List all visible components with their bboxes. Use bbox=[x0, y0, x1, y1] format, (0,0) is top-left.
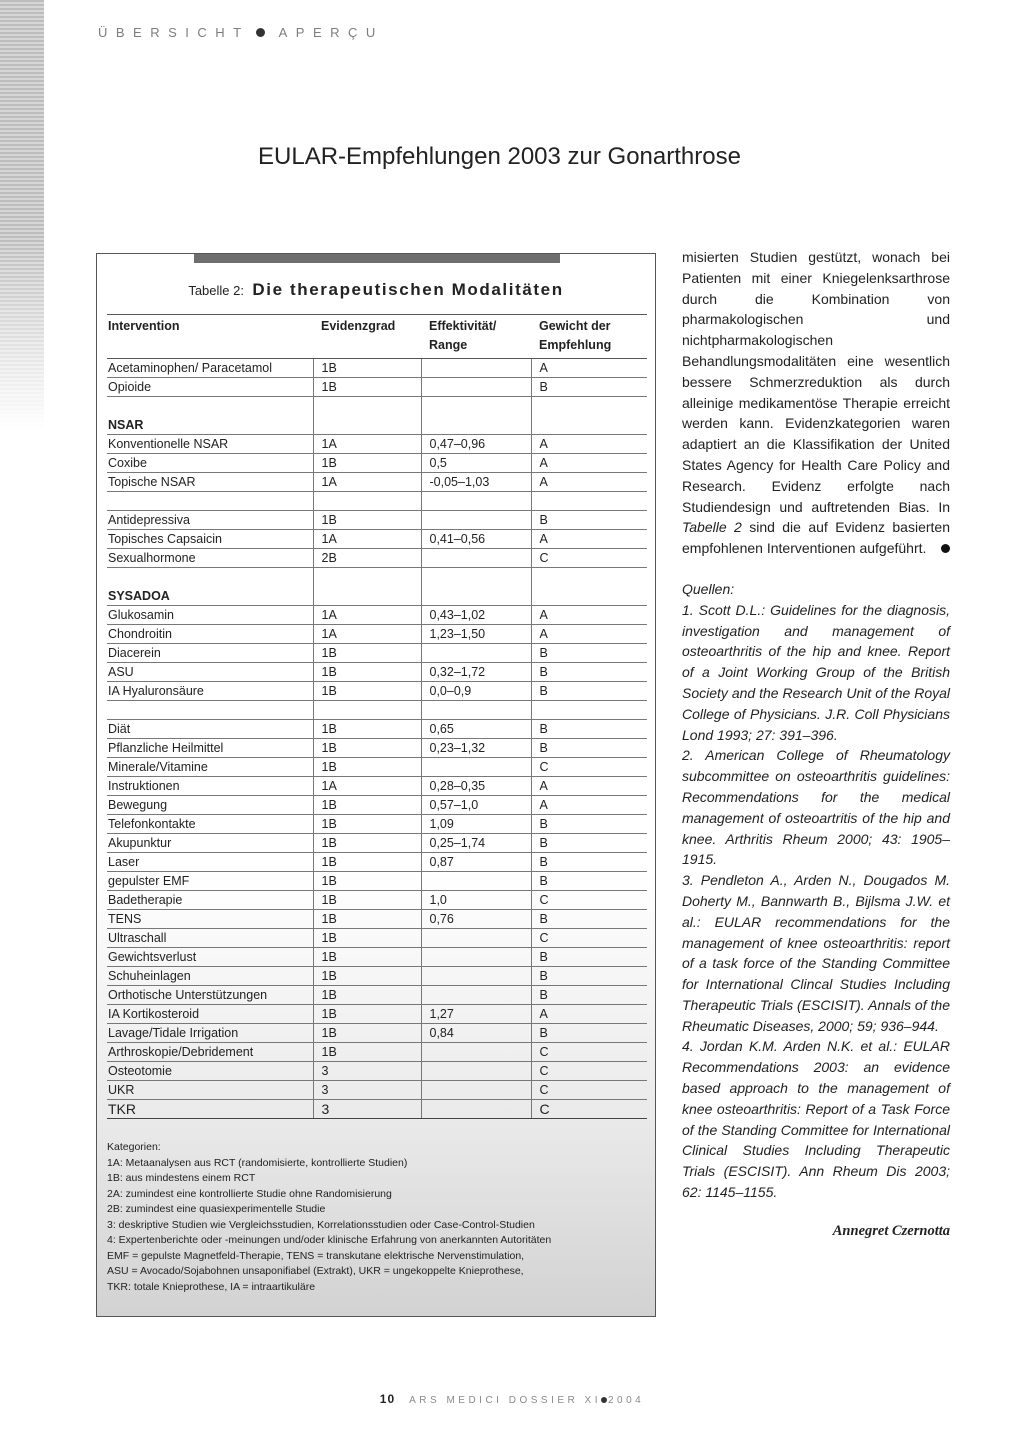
cell-evidence-grade: 1B bbox=[313, 1043, 421, 1062]
table-spacer-row bbox=[107, 701, 647, 720]
table-row bbox=[107, 777, 647, 796]
table-row bbox=[107, 910, 647, 929]
table-row bbox=[107, 1005, 647, 1024]
cell-intervention: Ultraschall bbox=[107, 929, 313, 948]
cell-effectiveness bbox=[421, 1062, 531, 1081]
cell-recommendation-weight: A bbox=[531, 435, 647, 454]
table-row bbox=[107, 663, 647, 682]
source-reference: 2. American College of Rheumatology subcommittee on osteoarthritis guidelines: Recommendations for the medical management of osteoartritis of the hip and knee. Arthritis Rheum 2000; 43: 1905–1915. bbox=[682, 747, 950, 868]
bullet-icon bbox=[256, 28, 265, 37]
running-head-left: ÜBERSICHT bbox=[98, 25, 250, 40]
cell-recommendation-weight: A bbox=[531, 606, 647, 625]
cell-evidence-grade: 1A bbox=[313, 435, 421, 454]
cell-intervention: Badetherapie bbox=[107, 891, 313, 910]
cell-recommendation-weight: B bbox=[531, 720, 647, 739]
header-intervention: Intervention bbox=[107, 315, 313, 359]
table-row bbox=[107, 454, 647, 473]
cell-intervention: Opioide bbox=[107, 378, 313, 397]
table-caption bbox=[97, 280, 655, 300]
table-row bbox=[107, 796, 647, 815]
cell-recommendation-weight: C bbox=[531, 1100, 647, 1119]
table-row bbox=[107, 1081, 647, 1100]
cell-intervention: Sexualhormone bbox=[107, 549, 313, 568]
cell-evidence-grade: 1B bbox=[313, 682, 421, 701]
cell-effectiveness bbox=[421, 872, 531, 891]
table-row bbox=[107, 511, 647, 530]
table-row bbox=[107, 948, 647, 967]
cell-evidence-grade: 3 bbox=[313, 1062, 421, 1081]
empty-cell bbox=[531, 492, 647, 511]
cell-intervention: TENS bbox=[107, 910, 313, 929]
cell-evidence-grade: 1B bbox=[313, 758, 421, 777]
cell-intervention: Acetaminophen/ Paracetamol bbox=[107, 359, 313, 378]
cell-effectiveness: 1,23–1,50 bbox=[421, 625, 531, 644]
cell-recommendation-weight: A bbox=[531, 530, 647, 549]
footnote-line: ASU = Avocado/Sojabohnen unsaponifiabel (Extrakt), UKR = ungekoppelte Knieprothese, bbox=[107, 1265, 524, 1277]
running-head-right: APERÇU bbox=[278, 25, 384, 40]
header-effectiveness: Effektivität/ Range bbox=[421, 315, 531, 359]
cell-evidence-grade: 1A bbox=[313, 625, 421, 644]
cell-effectiveness: 0,65 bbox=[421, 720, 531, 739]
cell-intervention: Konventionelle NSAR bbox=[107, 435, 313, 454]
empty-cell bbox=[313, 701, 421, 720]
cell-effectiveness: 0,32–1,72 bbox=[421, 663, 531, 682]
table-top-bar bbox=[194, 254, 560, 263]
cell-evidence-grade: 1B bbox=[313, 663, 421, 682]
table-row bbox=[107, 720, 647, 739]
cell-evidence-grade: 1B bbox=[313, 739, 421, 758]
journal-year: 2004 bbox=[607, 1395, 645, 1406]
cell-intervention: Glukosamin bbox=[107, 606, 313, 625]
cell-evidence-grade: 1B bbox=[313, 872, 421, 891]
table-row bbox=[107, 929, 647, 948]
sources-label: Quellen: bbox=[682, 580, 735, 597]
cell-effectiveness bbox=[421, 986, 531, 1005]
cell-effectiveness bbox=[421, 948, 531, 967]
page-number: 10 bbox=[379, 1392, 396, 1406]
cell-recommendation-weight: B bbox=[531, 967, 647, 986]
cell-effectiveness bbox=[421, 1081, 531, 1100]
cell-evidence-grade: 1B bbox=[313, 815, 421, 834]
modalities-table bbox=[107, 314, 647, 1119]
cell-intervention: IA Kortikosteroid bbox=[107, 1005, 313, 1024]
cell-intervention: Telefonkontakte bbox=[107, 815, 313, 834]
cell-recommendation-weight: B bbox=[531, 948, 647, 967]
empty-cell bbox=[107, 492, 313, 511]
cell-recommendation-weight: B bbox=[531, 739, 647, 758]
header-evidence-grade: Evidenzgrad bbox=[313, 315, 421, 359]
running-head bbox=[98, 25, 384, 40]
cell-evidence-grade: 1B bbox=[313, 986, 421, 1005]
cell-intervention: Laser bbox=[107, 853, 313, 872]
cell-effectiveness bbox=[421, 929, 531, 948]
cell-evidence-grade: 1A bbox=[313, 777, 421, 796]
cell-effectiveness: 0,57–1,0 bbox=[421, 796, 531, 815]
cell-intervention: gepulster EMF bbox=[107, 872, 313, 891]
empty-cell bbox=[421, 701, 531, 720]
cell-evidence-grade: 1B bbox=[313, 378, 421, 397]
page-title: EULAR-Empfehlungen 2003 zur Gonarthrose bbox=[258, 143, 741, 170]
table-row bbox=[107, 853, 647, 872]
cell-intervention: TKR bbox=[107, 1100, 313, 1119]
table-row bbox=[107, 1024, 647, 1043]
source-reference: 3. Pendleton A., Arden N., Dougados M. Doherty M., Bannwarth B., Bijlsma J.W. et al.: EULAR recommendations for the management of knee osteoarthritis: report of a task force of the Standing Committee for International Clincal Studies Including Therapeutic Trials (ESCISIT). Annals of the Rheumatic Diseases, 2000; 59; 936–944. bbox=[682, 872, 950, 1034]
cell-evidence-grade: 3 bbox=[313, 1100, 421, 1119]
empty-cell bbox=[421, 568, 531, 606]
end-mark-icon bbox=[941, 544, 950, 553]
cell-recommendation-weight: A bbox=[531, 454, 647, 473]
table-caption-title: Die therapeutischen Modalitäten bbox=[252, 280, 564, 299]
cell-effectiveness: 0,23–1,32 bbox=[421, 739, 531, 758]
cell-evidence-grade: 1B bbox=[313, 948, 421, 967]
footer-bullet-icon bbox=[601, 1397, 607, 1403]
table-row bbox=[107, 815, 647, 834]
article-text bbox=[682, 247, 950, 1242]
table-row bbox=[107, 625, 647, 644]
cell-intervention: Topische NSAR bbox=[107, 473, 313, 492]
table-row bbox=[107, 739, 647, 758]
cell-intervention: Gewichtsverlust bbox=[107, 948, 313, 967]
table-row bbox=[107, 758, 647, 777]
footnote-line: 2A: zumindest eine kontrollierte Studie ohne Randomisierung bbox=[107, 1187, 392, 1200]
cell-effectiveness: 0,25–1,74 bbox=[421, 834, 531, 853]
empty-cell bbox=[531, 701, 647, 720]
cell-recommendation-weight: C bbox=[531, 1043, 647, 1062]
footnote-line: 1B: aus mindestens einem RCT bbox=[107, 1172, 256, 1184]
cell-intervention: Schuheinlagen bbox=[107, 967, 313, 986]
cell-recommendation-weight: A bbox=[531, 777, 647, 796]
cell-intervention: Diät bbox=[107, 720, 313, 739]
paragraph-text-2: sind die auf Evidenz basierten empfohlenen Interventionen aufgeführt. bbox=[682, 519, 950, 557]
section-label: NSAR bbox=[107, 397, 313, 435]
paragraph-text-1: misierten Studien gestützt, wonach bei Patienten mit einer Kniegelenksarthrose durch die Kombination von pharmakologischen und nichtpharmakologischen Behandlungsmodalitäten eine wesentlich bessere Schmerzreduktion als durch alleinige medikamentöse Therapie erreicht werden kann. Evidenzkategorien waren adaptiert an die Klassifikation der United States Agency for Health Care Policy and Research. Evidenz erfolgte nach Studiendesign und auftretenden Bias. In bbox=[682, 249, 950, 515]
body-paragraph bbox=[682, 247, 950, 559]
cell-evidence-grade: 1A bbox=[313, 530, 421, 549]
table-row bbox=[107, 1100, 647, 1119]
cell-effectiveness bbox=[421, 511, 531, 530]
table-row bbox=[107, 473, 647, 492]
table-row bbox=[107, 435, 647, 454]
footnote-line: 4: Expertenberichte oder -meinungen und/oder klinische Erfahrung von anerkannten Autoritäten bbox=[107, 1234, 552, 1246]
cell-effectiveness bbox=[421, 378, 531, 397]
table-section-row bbox=[107, 568, 647, 606]
cell-effectiveness: 0,5 bbox=[421, 454, 531, 473]
table-reference: Tabelle 2 bbox=[682, 519, 742, 536]
cell-effectiveness: 0,47–0,96 bbox=[421, 435, 531, 454]
cell-intervention: Akupunktur bbox=[107, 834, 313, 853]
cell-recommendation-weight: A bbox=[531, 625, 647, 644]
table-box bbox=[96, 253, 656, 1317]
cell-effectiveness: 0,87 bbox=[421, 853, 531, 872]
cell-evidence-grade: 1B bbox=[313, 1005, 421, 1024]
table-row bbox=[107, 378, 647, 397]
cell-evidence-grade: 1B bbox=[313, 1024, 421, 1043]
cell-intervention: IA Hyaluronsäure bbox=[107, 682, 313, 701]
cell-effectiveness: 0,0–0,9 bbox=[421, 682, 531, 701]
cell-recommendation-weight: C bbox=[531, 758, 647, 777]
cell-evidence-grade: 1B bbox=[313, 967, 421, 986]
cell-effectiveness bbox=[421, 1100, 531, 1119]
cell-effectiveness: 0,41–0,56 bbox=[421, 530, 531, 549]
table-body bbox=[107, 359, 647, 1119]
empty-cell bbox=[421, 492, 531, 511]
cell-recommendation-weight: C bbox=[531, 1062, 647, 1081]
cell-intervention: Chondroitin bbox=[107, 625, 313, 644]
cell-intervention: Arthroskopie/Debridement bbox=[107, 1043, 313, 1062]
empty-cell bbox=[313, 568, 421, 606]
cell-evidence-grade: 1B bbox=[313, 511, 421, 530]
table-row bbox=[107, 359, 647, 378]
table-row bbox=[107, 986, 647, 1005]
cell-evidence-grade: 1B bbox=[313, 359, 421, 378]
table-row bbox=[107, 606, 647, 625]
table-row bbox=[107, 682, 647, 701]
cell-recommendation-weight: B bbox=[531, 910, 647, 929]
empty-cell bbox=[531, 568, 647, 606]
cell-intervention: Lavage/Tidale Irrigation bbox=[107, 1024, 313, 1043]
cell-recommendation-weight: B bbox=[531, 986, 647, 1005]
cell-intervention: Coxibe bbox=[107, 454, 313, 473]
cell-effectiveness bbox=[421, 549, 531, 568]
cell-intervention: Instruktionen bbox=[107, 777, 313, 796]
cell-intervention: UKR bbox=[107, 1081, 313, 1100]
cell-recommendation-weight: A bbox=[531, 473, 647, 492]
table-spacer-row bbox=[107, 492, 647, 511]
cell-evidence-grade: 1A bbox=[313, 606, 421, 625]
cell-effectiveness: 0,84 bbox=[421, 1024, 531, 1043]
cell-recommendation-weight: B bbox=[531, 1024, 647, 1043]
cell-intervention: Osteotomie bbox=[107, 1062, 313, 1081]
header-recommendation-weight: Gewicht der Empfehlung bbox=[531, 315, 647, 359]
footnote-line: TKR: totale Knieprothese, IA = intraartikuläre bbox=[107, 1280, 316, 1293]
cell-effectiveness bbox=[421, 359, 531, 378]
empty-cell bbox=[313, 492, 421, 511]
cell-intervention: Antidepressiva bbox=[107, 511, 313, 530]
table-row bbox=[107, 872, 647, 891]
table-row bbox=[107, 644, 647, 663]
cell-effectiveness: 1,0 bbox=[421, 891, 531, 910]
table-row bbox=[107, 1062, 647, 1081]
cell-evidence-grade: 1B bbox=[313, 929, 421, 948]
cell-evidence-grade: 2B bbox=[313, 549, 421, 568]
cell-evidence-grade: 1A bbox=[313, 473, 421, 492]
cell-recommendation-weight: A bbox=[531, 1005, 647, 1024]
table-section-row bbox=[107, 397, 647, 435]
cell-evidence-grade: 1B bbox=[313, 796, 421, 815]
table-row bbox=[107, 1043, 647, 1062]
cell-recommendation-weight: B bbox=[531, 511, 647, 530]
cell-effectiveness: 0,28–0,35 bbox=[421, 777, 531, 796]
cell-effectiveness: -0,05–1,03 bbox=[421, 473, 531, 492]
cell-evidence-grade: 1B bbox=[313, 910, 421, 929]
cell-recommendation-weight: C bbox=[531, 891, 647, 910]
cell-recommendation-weight: B bbox=[531, 378, 647, 397]
cell-recommendation-weight: A bbox=[531, 359, 647, 378]
cell-effectiveness bbox=[421, 644, 531, 663]
cell-recommendation-weight: C bbox=[531, 1081, 647, 1100]
cell-evidence-grade: 1B bbox=[313, 644, 421, 663]
cell-recommendation-weight: C bbox=[531, 929, 647, 948]
cell-evidence-grade: 1B bbox=[313, 834, 421, 853]
section-label: SYSADOA bbox=[107, 568, 313, 606]
cell-intervention: Bewegung bbox=[107, 796, 313, 815]
footnote-line: 1A: Metaanalysen aus RCT (randomisierte, kontrollierte Studien) bbox=[107, 1156, 408, 1169]
cell-recommendation-weight: B bbox=[531, 834, 647, 853]
footnote-line: EMF = gepulste Magnetfeld-Therapie, TENS = transkutane elektrische Nervenstimulation, bbox=[107, 1249, 525, 1262]
footnote-line: 2B: zumindest eine quasiexperimentelle Studie bbox=[107, 1203, 326, 1215]
cell-intervention: ASU bbox=[107, 663, 313, 682]
cell-intervention: Orthotische Unterstützungen bbox=[107, 986, 313, 1005]
cell-evidence-grade: 1B bbox=[313, 853, 421, 872]
table-row bbox=[107, 834, 647, 853]
cell-recommendation-weight: B bbox=[531, 663, 647, 682]
cell-recommendation-weight: B bbox=[531, 872, 647, 891]
empty-cell bbox=[313, 397, 421, 435]
cell-evidence-grade: 3 bbox=[313, 1081, 421, 1100]
source-reference: 1. Scott D.L.: Guidelines for the diagnosis, investigation and management of osteoarthritis of the hip and knee. Report of a Joint Working Group of the British Society and the Research Unit of the Royal College of Physicians. J.R. Coll Physicians Lond 1993; 27: 391–396. bbox=[682, 601, 950, 743]
source-reference: 4. Jordan K.M. Arden N.K. et al.: EULAR Recommendations 2003: an evidence based approach to the management of knee osteoarthritis: Report of a Task Force of the Standing Committee for International Clinical Studies Including Therapeutic Trials (ESCISIT). Ann Rheum Dis 2003; 62: 1145–1155. bbox=[682, 1038, 950, 1201]
journal-name: ARS MEDICI DOSSIER XI bbox=[409, 1395, 601, 1406]
cell-recommendation-weight: C bbox=[531, 549, 647, 568]
sources-list bbox=[682, 579, 950, 1203]
page-footer bbox=[0, 1392, 1024, 1406]
cell-recommendation-weight: A bbox=[531, 796, 647, 815]
table-caption-label: Tabelle 2: bbox=[188, 283, 244, 298]
cell-effectiveness bbox=[421, 758, 531, 777]
empty-cell bbox=[107, 701, 313, 720]
author-name: Annegret Czernotta bbox=[832, 1222, 950, 1239]
cell-effectiveness bbox=[421, 967, 531, 986]
cell-effectiveness: 1,27 bbox=[421, 1005, 531, 1024]
cell-recommendation-weight: B bbox=[531, 644, 647, 663]
table-header-row bbox=[107, 315, 647, 359]
empty-cell bbox=[421, 397, 531, 435]
cell-effectiveness: 1,09 bbox=[421, 815, 531, 834]
footnote-line: 3: deskriptive Studien wie Vergleichsstudien, Korrelationsstudien oder Case-Control-Studien bbox=[107, 1218, 535, 1231]
table-row bbox=[107, 891, 647, 910]
empty-cell bbox=[531, 397, 647, 435]
cell-intervention: Diacerein bbox=[107, 644, 313, 663]
table-row bbox=[107, 530, 647, 549]
cell-evidence-grade: 1B bbox=[313, 891, 421, 910]
cell-intervention: Minerale/Vitamine bbox=[107, 758, 313, 777]
cell-effectiveness: 0,43–1,02 bbox=[421, 606, 531, 625]
cell-recommendation-weight: B bbox=[531, 853, 647, 872]
cell-intervention: Topisches Capsaicin bbox=[107, 530, 313, 549]
cell-recommendation-weight: B bbox=[531, 815, 647, 834]
cell-evidence-grade: 1B bbox=[313, 720, 421, 739]
margin-decoration bbox=[0, 0, 44, 430]
cell-effectiveness bbox=[421, 1043, 531, 1062]
table-row bbox=[107, 967, 647, 986]
cell-recommendation-weight: B bbox=[531, 682, 647, 701]
cell-intervention: Pflanzliche Heilmittel bbox=[107, 739, 313, 758]
footnote-line: Kategorien: bbox=[107, 1141, 161, 1153]
table-footnotes bbox=[107, 1140, 647, 1295]
cell-effectiveness: 0,76 bbox=[421, 910, 531, 929]
table-row bbox=[107, 549, 647, 568]
cell-evidence-grade: 1B bbox=[313, 454, 421, 473]
